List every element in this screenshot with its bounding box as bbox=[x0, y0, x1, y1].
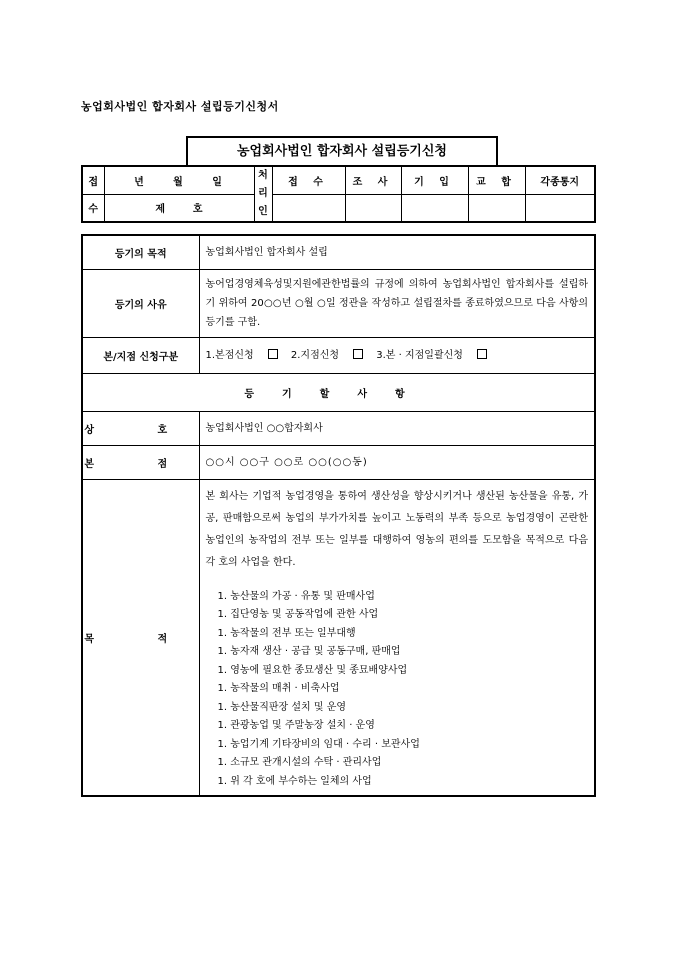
receipt-date-field: 년 월 일 bbox=[104, 166, 254, 194]
option-branch-label: 2.지점신청 bbox=[290, 349, 340, 361]
receipt-number-field: 제 호 bbox=[104, 194, 254, 222]
receipt-cheori-label bbox=[254, 166, 272, 222]
objective-list bbox=[206, 588, 589, 792]
receipt-cell-giip[interactable] bbox=[401, 194, 468, 222]
objective-item: 1. 집단영농 및 공동작업에 관한 사업 bbox=[217, 609, 379, 620]
trade-name-label: 상 호 bbox=[82, 411, 199, 445]
receipt-cell-notices[interactable] bbox=[525, 194, 595, 222]
receipt-su-char: 수 bbox=[82, 194, 104, 222]
objective-item: 1. 농업기계 기타장비의 임대 · 수리 · 보관사업 bbox=[217, 738, 420, 750]
branch-type-options bbox=[199, 337, 595, 373]
purpose-label: 등기의 목적 bbox=[82, 235, 199, 269]
option-head-office-checkbox[interactable] bbox=[268, 349, 278, 359]
receipt-cheori-char-1: 처 bbox=[258, 170, 268, 181]
head-office-value: ○○시 ○○구 ○○로 ○○(○○동) bbox=[199, 445, 595, 479]
registration-items-header: 등기할사항 bbox=[82, 373, 595, 411]
objective-item: 1. 농산물직판장 설치 및 운영 bbox=[217, 701, 347, 713]
reason-label: 등기의 사유 bbox=[82, 269, 199, 337]
document-label: 농업회사법인 합자회사 설립등기신청서 bbox=[81, 100, 279, 113]
receipt-cell-gyohap[interactable] bbox=[468, 194, 525, 222]
receipt-header-giip: 기 입 bbox=[401, 166, 468, 194]
trade-name-value: 농업회사법인 ○○합자회사 bbox=[199, 411, 595, 445]
registration-table bbox=[81, 234, 596, 797]
objective-item: 1. 농작물의 전부 또는 일부대행 bbox=[217, 627, 356, 639]
objective-label: 목 적 bbox=[82, 479, 199, 796]
objective-item: 1. 농자재 생산 · 공급 및 공동구매, 판매업 bbox=[217, 646, 401, 657]
objective-item: 1. 영농에 필요한 종묘생산 및 종묘배양사업 bbox=[217, 664, 408, 676]
receipt-cheori-char-3: 인 bbox=[258, 206, 268, 217]
objective-item: 1. 농산물의 가공 · 유통 및 판매사업 bbox=[217, 590, 375, 602]
reason-value: 농어업경영체육성및지원에관한법률의 규정에 의하여 농업회사법인 합자회사를 설립하기 위하여 20○○년 ○월 ○일 정관을 작성하고 설립절차를 종료하였으므로 다음 사항의 등기를 구함. bbox=[199, 269, 595, 337]
receipt-header-josa: 조 사 bbox=[345, 166, 401, 194]
receipt-jeop-char: 접 bbox=[82, 166, 104, 194]
receipt-cell-jeopsu[interactable] bbox=[272, 194, 345, 222]
objective-item: 1. 위 각 호에 부수하는 일체의 사업 bbox=[217, 775, 372, 787]
option-branch-checkbox[interactable] bbox=[353, 349, 363, 359]
option-combined-checkbox[interactable] bbox=[477, 349, 487, 359]
objective-item: 1. 관광농업 및 주말농장 설치 · 운영 bbox=[217, 720, 375, 731]
receipt-table bbox=[81, 165, 596, 223]
receipt-header-jeopsu: 접 수 bbox=[272, 166, 345, 194]
receipt-header-notices: 각종통지 bbox=[525, 166, 595, 194]
purpose-value: 농업회사법인 합자회사 설립 bbox=[199, 235, 595, 269]
receipt-cheori-char-2: 리 bbox=[258, 188, 268, 199]
receipt-cell-josa[interactable] bbox=[345, 194, 401, 222]
branch-type-label: 본/지점 신청구분 bbox=[82, 337, 199, 373]
objective-item: 1. 농작물의 매취 · 비축사업 bbox=[217, 683, 340, 694]
receipt-header-gyohap: 교 합 bbox=[468, 166, 525, 194]
objective-item: 1. 소규모 관개시설의 수탁 · 관리사업 bbox=[217, 757, 382, 768]
option-combined-label: 3.본 · 지점일괄신청 bbox=[376, 349, 463, 361]
head-office-label: 본 점 bbox=[82, 445, 199, 479]
option-head-office-label: 1.본점신청 bbox=[205, 349, 254, 361]
objective-value bbox=[199, 479, 595, 796]
objective-intro: 본 회사는 기업적 농업경영을 통하여 생산성을 향상시키거나 생산된 농산물을 유통, 가공, 판매함으로써 농업의 부가가치를 높이고 노동력의 부족 등으로 농업경영이 곤란한 농업인의 농작업의 전부 또는 일부를 대행하여 영농의 편의를 도모함을 목적으로 다음 각 호의 사업을 한다. bbox=[205, 490, 588, 568]
form-title: 농업회사법인 합자회사 설립등기신청 bbox=[186, 136, 498, 166]
